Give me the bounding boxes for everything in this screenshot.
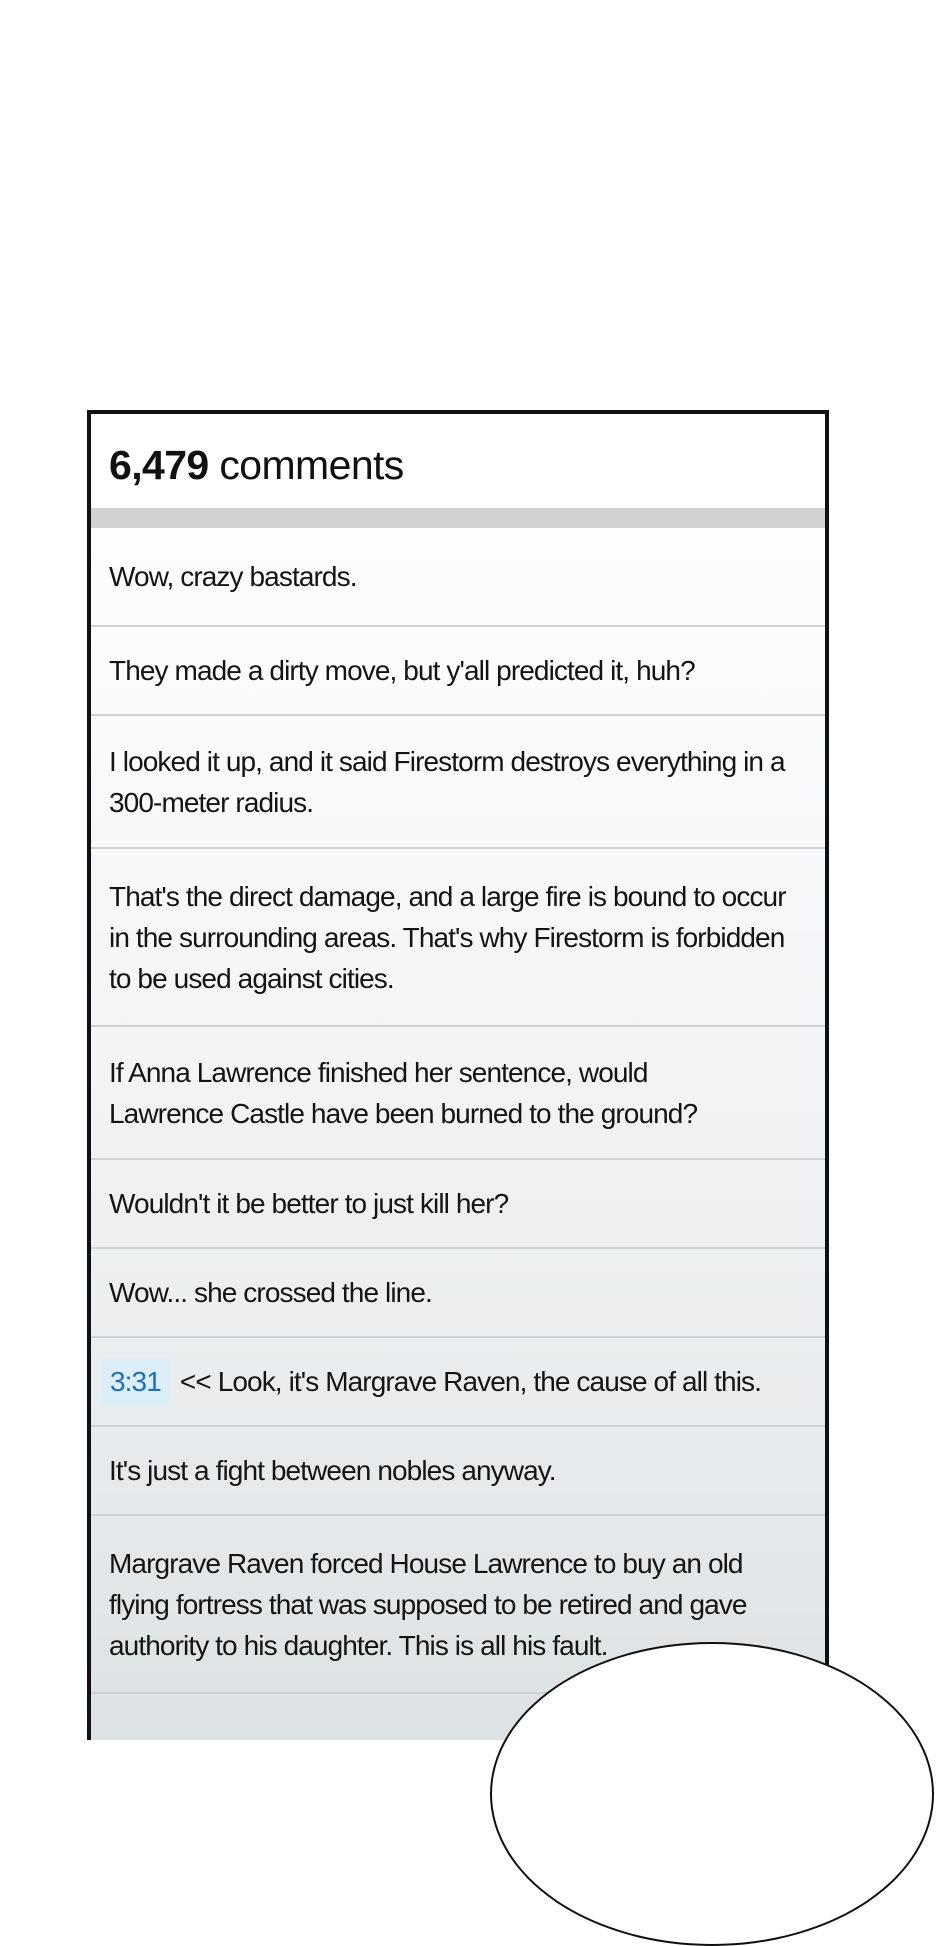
comment-count-label: comments (219, 442, 404, 488)
comment-text: That's the direct damage, and a large fire is bound to occur in the surrounding areas. That's why Firestorm is forbidden to be used against cities. (109, 880, 786, 994)
comment-text: It's just a fight between nobles anyway. (109, 1455, 556, 1486)
comment-text: Wouldn't it be better to just kill her? (109, 1188, 509, 1219)
comments-header (91, 414, 825, 528)
comment-item[interactable] (91, 528, 825, 627)
comment-text: << Look, it's Margrave Raven, the cause of all this. (179, 1366, 762, 1397)
comment-item[interactable] (91, 1427, 825, 1516)
comment-text: Margrave Raven forced House Lawrence to buy an old flying fortress that was supposed to be retired and gave authority to his daughter. This is all his fault. (109, 1547, 747, 1661)
comment-item[interactable] (91, 1249, 825, 1338)
comment-item[interactable] (91, 1160, 825, 1249)
comment-text: They made a dirty move, but y'all predicted it, huh? (109, 655, 695, 686)
comments-panel (87, 410, 829, 1740)
comment-text: If Anna Lawrence finished her sentence, would Lawrence Castle have been burned to the ground? (109, 1056, 698, 1129)
comment-text: I looked it up, and it said Firestorm destroys everything in a 300-meter radius. (109, 745, 785, 818)
comment-item[interactable] (91, 627, 825, 716)
comment-count: 6,479 (109, 442, 209, 488)
comment-item[interactable] (91, 1338, 825, 1427)
comment-item[interactable] (91, 849, 825, 1027)
comment-item[interactable] (91, 716, 825, 849)
comment-item[interactable] (91, 1027, 825, 1160)
speech-bubble (490, 1642, 934, 1946)
comment-text: Wow... she crossed the line. (109, 1277, 432, 1308)
comment-text: Wow, crazy bastards. (109, 561, 357, 592)
timestamp-link[interactable]: 3:31 (101, 1359, 170, 1405)
comment-count-title (109, 442, 404, 489)
